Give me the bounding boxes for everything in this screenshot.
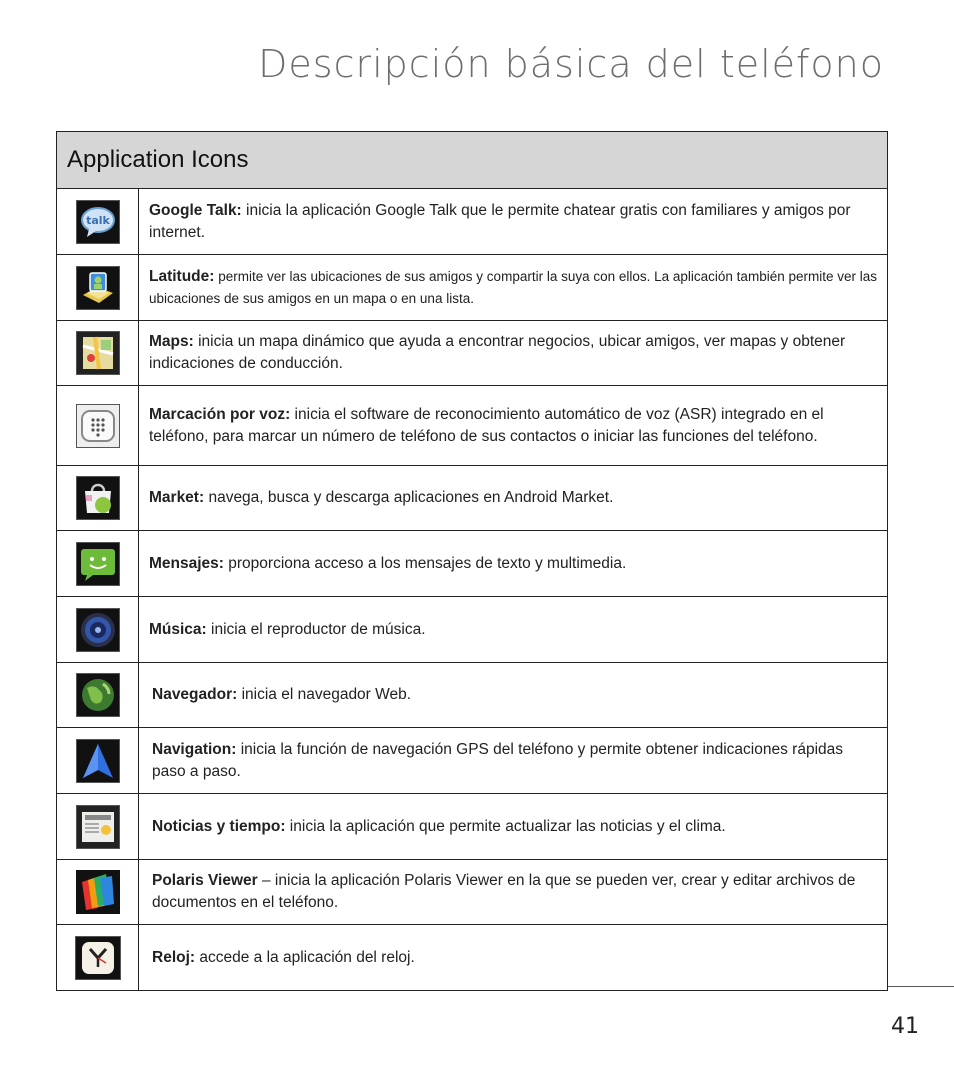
app-description: inicia la función de navegación GPS del teléfono y permite obtener indicaciones rápidas paso a paso. [152, 740, 844, 780]
row-text [139, 663, 888, 728]
app-name: Reloj: [152, 948, 196, 966]
music-icon [76, 608, 120, 652]
row-text [139, 728, 888, 794]
app-description: – inicia la aplicación Polaris Viewer en la que se pueden ver, crear y editar archivos de documentos en el teléfono. [152, 872, 856, 911]
section-header: Application Icons [57, 132, 888, 189]
app-description: inicia el navegador Web. [237, 686, 412, 703]
browser-icon [76, 673, 120, 717]
page-title: Descripción básica del teléfono [258, 42, 884, 86]
app-name: Latitude: [149, 267, 215, 285]
table-row [57, 597, 888, 663]
maps-icon [76, 331, 120, 375]
table-row [57, 255, 888, 321]
table-row [57, 728, 888, 794]
row-text [139, 189, 888, 255]
polaris-viewer-icon [76, 870, 120, 914]
row-text [139, 925, 888, 991]
table-row [57, 860, 888, 925]
app-name: Navigation: [152, 740, 237, 758]
latitude-icon [76, 266, 120, 310]
row-text [139, 794, 888, 860]
app-description: proporciona acceso a los mensajes de texto y multimedia. [223, 554, 627, 572]
app-description: inicia el software de reconocimiento automático de voz (ASR) integrado en el teléfono, para marcar un número de teléfono de sus contactos o iniciar las funciones del teléfono. [149, 405, 824, 445]
app-name: Polaris Viewer [152, 872, 258, 889]
app-description: inicia el reproductor de música. [206, 620, 426, 638]
app-description: navega, busca y descarga aplicaciones en Android Market. [204, 489, 614, 506]
svg-text:talk: talk [85, 213, 110, 227]
row-text [139, 466, 888, 531]
page-number: 41 [891, 1014, 919, 1039]
clock-icon [75, 936, 121, 980]
app-description: permite ver las ubicaciones de sus amigos y compartir la suya con ellos. La aplicación también permite ver las ubicaciones de sus amigos en un mapa o en una lista. [149, 268, 877, 306]
news-weather-icon [76, 805, 120, 849]
table-row [57, 531, 888, 597]
app-name: Maps: [149, 333, 194, 350]
row-text [139, 255, 888, 321]
app-name: Música: [149, 620, 207, 638]
app-description: inicia un mapa dinámico que ayuda a encontrar negocios, ubicar amigos, ver mapas y obtener indicaciones de conducción. [149, 333, 846, 372]
app-description: inicia la aplicación que permite actualizar las noticias y el clima. [285, 817, 726, 835]
app-name: Noticias y tiempo: [152, 817, 286, 835]
app-name: Marcación por voz: [149, 405, 291, 423]
messages-icon [76, 542, 120, 586]
app-name: Google Talk: [149, 201, 242, 219]
app-name: Navegador: [152, 686, 238, 703]
market-icon [76, 476, 120, 520]
table-row [57, 386, 888, 466]
app-name: Market: [149, 489, 205, 506]
table-row [57, 321, 888, 386]
table-row [57, 663, 888, 728]
row-text [139, 860, 888, 925]
table-row [57, 189, 888, 255]
google-talk-icon [76, 200, 120, 244]
application-icons-table [56, 131, 888, 991]
app-description: inicia la aplicación Google Talk que le permite chatear gratis con familiares y amigos por internet. [149, 201, 851, 241]
row-text [139, 386, 888, 466]
voice-dialer-icon [76, 404, 120, 448]
row-text [139, 597, 888, 663]
table-row [57, 466, 888, 531]
row-text [139, 321, 888, 386]
table-row [57, 794, 888, 860]
table-row [57, 925, 888, 991]
app-name: Mensajes: [149, 554, 224, 572]
app-description: accede a la aplicación del reloj. [195, 948, 415, 966]
footer-divider [888, 986, 954, 987]
row-text [139, 531, 888, 597]
navigation-icon [76, 739, 120, 783]
